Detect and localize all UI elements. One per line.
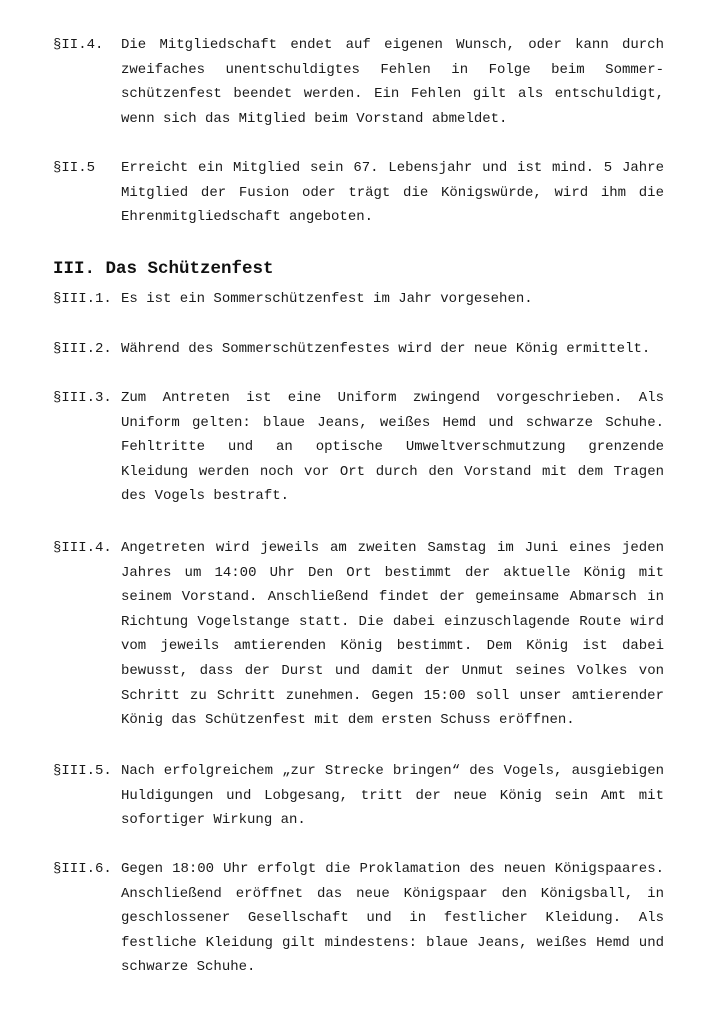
- paragraph-iii-6: [53, 857, 664, 980]
- paragraph-iii-1: [53, 287, 664, 312]
- paragraph-text: Angetreten wird jeweils am zweiten Samstag im Juni eines jeden Jahres um 14:00 Uhr Den Ort bestimmt der aktuelle König mit seinem Vorstand. Anschließend findet der gemeinsame Abmarsch in Richtung Vogelstange statt. Die dabei einzuschlagende Route wird vom jeweils amtierenden König bestimmt. Dem König ist dabei bewusst, dass der Durst und damit der Unmut seines Volkes von Schritt zu Schritt zunehmen. Gegen 15:00 soll unser amtierender König das Schützenfest mit dem ersten Schuss eröffnen.: [121, 540, 664, 729]
- section-heading: III. Das Schützenfest: [53, 259, 274, 279]
- paragraph-iii-3: [53, 386, 664, 509]
- paragraph-text: Die Mitgliedschaft endet auf eigenen Wunsch, oder kann durch zweifaches unentschuldigtes Fehlen in Folge beim Sommer-schützenfest beendet werden. Ein Fehlen gilt als entschuldigt, wenn sich das Mitglied beim Vorstand abmeldet.: [121, 37, 664, 127]
- paragraph-number: §III.4.: [53, 540, 112, 556]
- paragraph-ii-5: [53, 156, 664, 230]
- paragraph-number: §III.2.: [53, 341, 112, 357]
- paragraph-number: §III.5.: [53, 763, 112, 779]
- paragraph-number: §III.3.: [53, 390, 112, 406]
- paragraph-ii-4: [53, 33, 664, 131]
- paragraph-text: Nach erfolgreichem „zur Strecke bringen“ des Vogels, ausgiebigen Huldigungen und Lobgesang, tritt der neue König sein Amt mit sofortiger Wirkung an.: [121, 763, 664, 829]
- paragraph-number: §III.1.: [53, 291, 112, 307]
- paragraph-text: Es ist ein Sommerschützenfest im Jahr vorgesehen.: [121, 291, 533, 307]
- paragraph-number: §III.6.: [53, 861, 112, 877]
- paragraph-iii-5: [53, 759, 664, 833]
- paragraph-number: §II.4.: [53, 37, 104, 53]
- paragraph-number: §II.5: [53, 160, 96, 176]
- paragraph-iii-2: [53, 337, 664, 362]
- paragraph-text: Zum Antreten ist eine Uniform zwingend vorgeschrieben. Als Uniform gelten: blaue Jeans, weißes Hemd und schwarze Schuhe. Fehltritte und an optische Umweltverschmutzung grenzende Kleidung werden noch vor Ort durch den Vorstand mit dem Tragen des Vogels bestraft.: [121, 390, 664, 505]
- paragraph-text: Gegen 18:00 Uhr erfolgt die Proklamation des neuen Königspaares. Anschließend eröffnet das neue Königspaar den Königsball, in geschlossener Gesellschaft und in festlicher Kleidung. Als festliche Kleidung gilt mindestens: blaue Jeans, weißes Hemd und schwarze Schuhe.: [121, 861, 664, 976]
- paragraph-text: Während des Sommerschützenfestes wird der neue König ermittelt.: [121, 341, 651, 357]
- paragraph-text: Erreicht ein Mitglied sein 67. Lebensjahr und ist mind. 5 Jahre Mitglied der Fusion oder trägt die Königswürde, wird ihm die Ehrenmitgliedschaft angeboten.: [121, 160, 664, 226]
- paragraph-iii-4: [53, 536, 664, 733]
